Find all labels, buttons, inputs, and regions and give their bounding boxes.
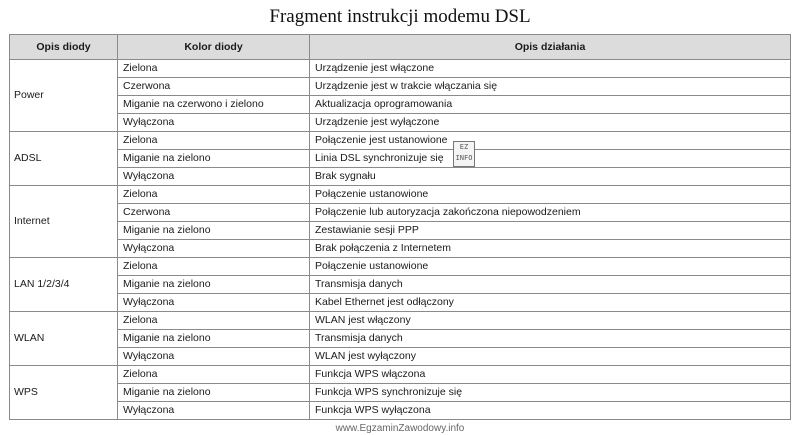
table-row — [10, 276, 791, 294]
description-cell: Kabel Ethernet jest odłączony — [310, 294, 791, 312]
diode-color-cell: Wyłączona — [118, 168, 310, 186]
description-cell: Funkcja WPS synchronizuje się — [310, 384, 791, 402]
table-row — [10, 402, 791, 420]
table-row — [10, 330, 791, 348]
table-row — [10, 366, 791, 384]
description-cell: Połączenie jest ustanowione — [310, 132, 791, 150]
table-row — [10, 222, 791, 240]
diode-name-cell: LAN 1/2/3/4 — [10, 258, 118, 312]
diode-color-cell: Miganie na zielono — [118, 150, 310, 168]
watermark: www.EgzaminZawodowy.info — [335, 423, 465, 434]
diode-color-cell: Zielona — [118, 132, 310, 150]
table-row — [10, 204, 791, 222]
description-cell: Linia DSL synchronizuje się — [310, 150, 791, 168]
table-header-row — [10, 35, 791, 60]
table-row — [10, 186, 791, 204]
table-row — [10, 132, 791, 150]
table-row — [10, 168, 791, 186]
header-color: Kolor diody — [118, 35, 310, 60]
diode-color-cell: Zielona — [118, 186, 310, 204]
description-cell: Transmisja danych — [310, 276, 791, 294]
description-cell: WLAN jest włączony — [310, 312, 791, 330]
description-cell: Aktualizacja oprogramowania — [310, 96, 791, 114]
header-description: Opis działania — [310, 35, 791, 60]
diode-color-cell: Wyłączona — [118, 114, 310, 132]
diode-name-cell: Power — [10, 60, 118, 132]
description-cell: Połączenie ustanowione — [310, 186, 791, 204]
table-row — [10, 96, 791, 114]
diode-color-cell: Wyłączona — [118, 294, 310, 312]
diode-color-cell: Miganie na zielono — [118, 384, 310, 402]
description-cell: Urządzenie jest włączone — [310, 60, 791, 78]
diode-color-cell: Miganie na zielono — [118, 330, 310, 348]
diode-name-cell: WPS — [10, 366, 118, 420]
diode-name-cell: Internet — [10, 186, 118, 258]
diode-color-cell: Zielona — [118, 312, 310, 330]
diode-name-cell: WLAN — [10, 312, 118, 366]
table-row — [10, 150, 791, 168]
diode-color-cell: Zielona — [118, 366, 310, 384]
diode-name-cell: ADSL — [10, 132, 118, 186]
stamp-line-1: EZ — [459, 143, 469, 151]
description-cell: Brak połączenia z Internetem — [310, 240, 791, 258]
header-diode: Opis diody — [10, 35, 118, 60]
diode-color-cell: Czerwona — [118, 204, 310, 222]
table-row — [10, 114, 791, 132]
description-cell: Połączenie lub autoryzacja zakończona niepowodzeniem — [310, 204, 791, 222]
table-row — [10, 294, 791, 312]
table-row — [10, 384, 791, 402]
table-body — [10, 60, 791, 420]
table-row — [10, 348, 791, 366]
diode-color-cell: Miganie na zielono — [118, 276, 310, 294]
table-row — [10, 60, 791, 78]
diode-color-cell: Wyłączona — [118, 402, 310, 420]
diode-color-cell: Miganie na czerwono i zielono — [118, 96, 310, 114]
diode-color-cell: Wyłączona — [118, 240, 310, 258]
diode-color-cell: Zielona — [118, 60, 310, 78]
diode-table — [9, 34, 791, 420]
page-title: Fragment instrukcji modemu DSL — [269, 6, 531, 27]
diode-color-cell: Czerwona — [118, 78, 310, 96]
table-row — [10, 312, 791, 330]
description-cell: Funkcja WPS wyłączona — [310, 402, 791, 420]
ez-info-stamp — [453, 141, 475, 167]
table-row — [10, 78, 791, 96]
table-row — [10, 258, 791, 276]
table-row — [10, 240, 791, 258]
description-cell: Brak sygnału — [310, 168, 791, 186]
diode-color-cell: Miganie na zielono — [118, 222, 310, 240]
description-cell: WLAN jest wyłączony — [310, 348, 791, 366]
diode-color-cell: Wyłączona — [118, 348, 310, 366]
diode-color-cell: Zielona — [118, 258, 310, 276]
description-cell: Funkcja WPS włączona — [310, 366, 791, 384]
description-cell: Połączenie ustanowione — [310, 258, 791, 276]
description-cell: Transmisja danych — [310, 330, 791, 348]
description-cell: Urządzenie jest w trakcie włączania się — [310, 78, 791, 96]
stamp-line-2: INFO — [455, 154, 473, 162]
description-cell: Urządzenie jest wyłączone — [310, 114, 791, 132]
description-cell: Zestawianie sesji PPP — [310, 222, 791, 240]
